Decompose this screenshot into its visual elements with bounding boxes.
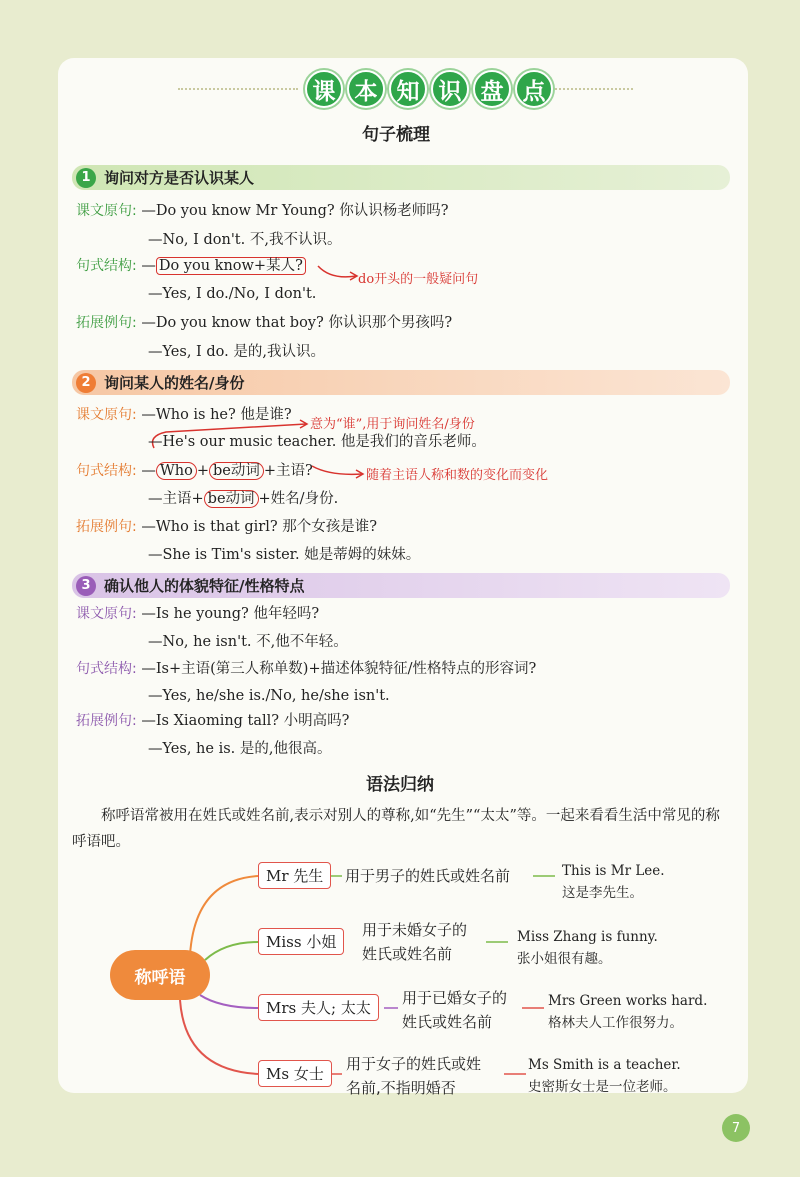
description-line: 用于男子的姓氏或姓名前 — [345, 867, 511, 885]
sentence: —主语+ — [148, 491, 204, 507]
sentence: —Who is that girl? 那个女孩是谁? — [141, 519, 377, 535]
annotation-note: 随着主语人称和数的变化而变化 — [366, 468, 549, 483]
sentence: +主语? — [263, 463, 313, 479]
topic-number: 2 — [76, 373, 96, 393]
label-example: 拓展例句: — [76, 519, 137, 535]
dash: — — [141, 463, 156, 479]
label-original: 课文原句: — [76, 203, 137, 219]
sentence: —Is he young? 他年轻吗? — [141, 606, 320, 622]
annotation-note: do开头的一般疑问句 — [358, 272, 479, 287]
banner-char: 课 — [305, 70, 343, 108]
sentence: —Yes, he is. 是的,他很高。 — [148, 741, 332, 757]
banner-char: 识 — [431, 70, 469, 108]
sentence: —No, he isn't. 不,他不年轻。 — [148, 634, 348, 650]
sentence: —Is+主语(第三人称单数)+描述体貌特征/性格特点的形容词? — [141, 661, 537, 677]
example-english: Mrs Green works hard. — [548, 993, 708, 1009]
term-example — [548, 990, 707, 1034]
term-description — [346, 1052, 481, 1100]
sentence: —He's our music teacher. 他是我们的音乐老师。 — [148, 434, 486, 450]
description-line: 用于女子的姓氏或姓 — [346, 1055, 482, 1073]
description-line: 姓氏或姓名前 — [402, 1013, 493, 1031]
description-line: 用于已婚女子的 — [402, 989, 508, 1007]
label-structure: 句式结构: — [76, 661, 137, 677]
who-circle: Who — [156, 462, 197, 480]
label-original: 课文原句: — [76, 606, 137, 622]
section-title-text: 句子梳理 — [362, 125, 430, 145]
sentence: —No, I don't. 不,我不认识。 — [148, 232, 342, 248]
annotation-note: 意为“谁”,用于询问姓名/身份 — [310, 417, 475, 432]
term-description — [345, 864, 510, 888]
term-example — [562, 860, 665, 904]
term-node-miss: Miss 小姐 — [258, 928, 344, 955]
description-line: 名前,不指明婚否 — [346, 1079, 456, 1097]
example-english: Ms Smith is a teacher. — [528, 1057, 681, 1073]
topic-number: 3 — [76, 576, 96, 596]
example-chinese: 史密斯女士是一位老师。 — [528, 1079, 677, 1095]
term-node-mrs: Mrs 夫人; 太太 — [258, 994, 379, 1021]
term-node-mr: Mr 先生 — [258, 862, 331, 889]
banner-char: 本 — [347, 70, 385, 108]
example-english: Miss Zhang is funny. — [517, 929, 658, 945]
topic-title: 询问对方是否认识某人 — [104, 169, 255, 187]
topic-title: 确认他人的体貌特征/性格特点 — [104, 577, 305, 595]
term-example — [528, 1054, 681, 1098]
dash: — — [141, 258, 156, 274]
be-verb-circle: be动词 — [204, 490, 259, 508]
label-example: 拓展例句: — [76, 315, 137, 331]
mindmap-center: 称呼语 — [110, 950, 210, 1000]
plus: + — [196, 463, 209, 479]
sentence: —Yes, he/she is./No, he/she isn't. — [148, 688, 390, 704]
term-node-ms: Ms 女士 — [258, 1060, 332, 1087]
be-verb-circle: be动词 — [209, 462, 264, 480]
sentence: —She is Tim's sister. 她是蒂姆的妹妹。 — [148, 547, 421, 563]
sentence: —Do you know that boy? 你认识那个男孩吗? — [141, 315, 453, 331]
topic-title: 询问某人的姓名/身份 — [104, 374, 245, 392]
label-structure: 句式结构: — [76, 463, 137, 479]
sentence: —Yes, I do./No, I don't. — [148, 286, 317, 302]
sentence: —Is Xiaoming tall? 小明高吗? — [141, 713, 350, 729]
page-number: 7 — [722, 1114, 750, 1142]
term-example — [517, 926, 658, 970]
banner-char: 盘 — [473, 70, 511, 108]
topic-number: 1 — [76, 168, 96, 188]
description-line: 姓氏或姓名前 — [362, 945, 453, 963]
intro-paragraph: 称呼语常被用在姓氏或姓名前,表示对别人的尊称,如“先生”“太太”等。一起来看看生活中常见的称呼语吧。 — [72, 808, 720, 850]
sentence: —Yes, I do. 是的,我认识。 — [148, 344, 325, 360]
structure-box: Do you know+某人? — [156, 257, 306, 275]
example-chinese: 格林夫人工作很努力。 — [548, 1015, 683, 1031]
sentence: —Do you know Mr Young? 你认识杨老师吗? — [141, 203, 449, 219]
label-example: 拓展例句: — [76, 713, 137, 729]
label-structure: 句式结构: — [76, 258, 137, 274]
term-description — [402, 986, 507, 1034]
section-title-text: 语法归纳 — [366, 775, 434, 795]
sentence: +姓名/身份. — [258, 491, 339, 507]
banner-char: 点 — [515, 70, 553, 108]
description-line: 用于未婚女子的 — [362, 921, 468, 939]
example-english: This is Mr Lee. — [562, 863, 665, 879]
example-chinese: 这是李先生。 — [562, 885, 643, 901]
label-original: 课文原句: — [76, 407, 137, 423]
example-chinese: 张小姐很有趣。 — [517, 951, 612, 967]
sentence: —Who is he? 他是谁? — [141, 407, 292, 423]
banner-char: 知 — [389, 70, 427, 108]
term-description — [362, 918, 467, 966]
